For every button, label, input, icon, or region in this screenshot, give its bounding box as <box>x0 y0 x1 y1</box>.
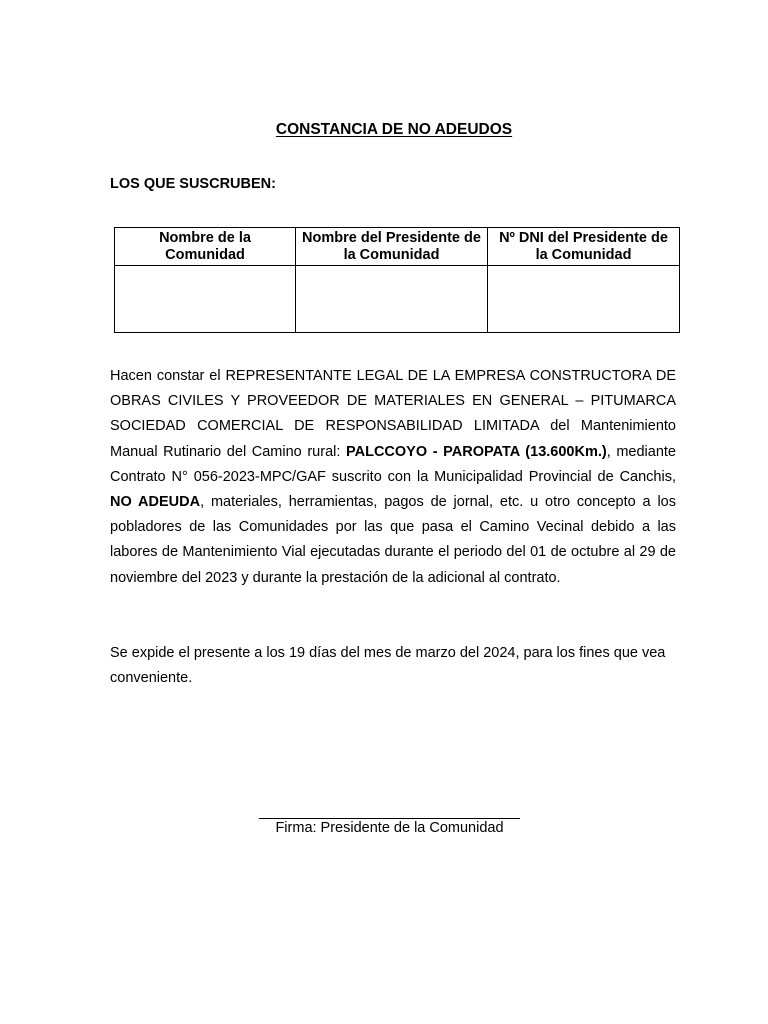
body-paragraph <box>110 364 676 591</box>
body-part-2: , mediante Contrato N° 056-2023-MPC/GAF suscrito con la Municipalidad Provincial de Canchis, <box>110 443 676 485</box>
signature-label: Firma: Presidente de la Comunidad <box>275 820 504 836</box>
closing-paragraph: Se expide el presente a los 19 días del mes de marzo del 2024, para los fines que vea conveniente. <box>110 645 666 687</box>
cell-community-name <box>115 266 296 333</box>
body-part-3: , materiales, herramientas, pagos de jornal, etc. u otro concepto a los pobladores de las Comunidades por las que pasa el Camino Vecinal debido a las labores de Mantenimiento Vial ejecutadas durante el periodo del 01 de octubre al 29 de noviembre del 2023 y durante la prestación de la adicional al contrato. <box>110 494 676 586</box>
cell-president-name <box>296 266 488 333</box>
signature-line <box>259 818 520 819</box>
signature-block <box>259 818 520 836</box>
body-part-1: Hacen constar el REPRESENTANTE LEGAL DE LA EMPRESA CONSTRUCTORA DE OBRAS CIVILES Y PROVEEDOR DE MATERIALES EN GENERAL – PITUMARCA SOCIEDAD COMERCIAL DE RESPONSABILIDAD LIMITADA del Mantenimiento Manual Rutinario del Camino rural: <box>110 368 676 460</box>
intro-heading: LOS QUE SUSCRUBEN: <box>110 176 276 192</box>
communities-table <box>114 227 680 333</box>
table-row <box>115 266 680 333</box>
cell-president-dni <box>488 266 680 333</box>
no-debt-statement: NO ADEUDA <box>110 494 201 511</box>
road-name: PALCCOYO - PAROPATA (13.600Km.) <box>346 443 607 460</box>
table-header-row <box>115 228 680 266</box>
document-title: CONSTANCIA DE NO ADEUDOS <box>275 121 513 138</box>
header-community-name: Nombre de la Comunidad <box>115 228 296 266</box>
header-president-dni: Nº DNI del Presidente de la Comunidad <box>488 228 680 266</box>
header-president-name: Nombre del Presidente de la Comunidad <box>296 228 488 266</box>
